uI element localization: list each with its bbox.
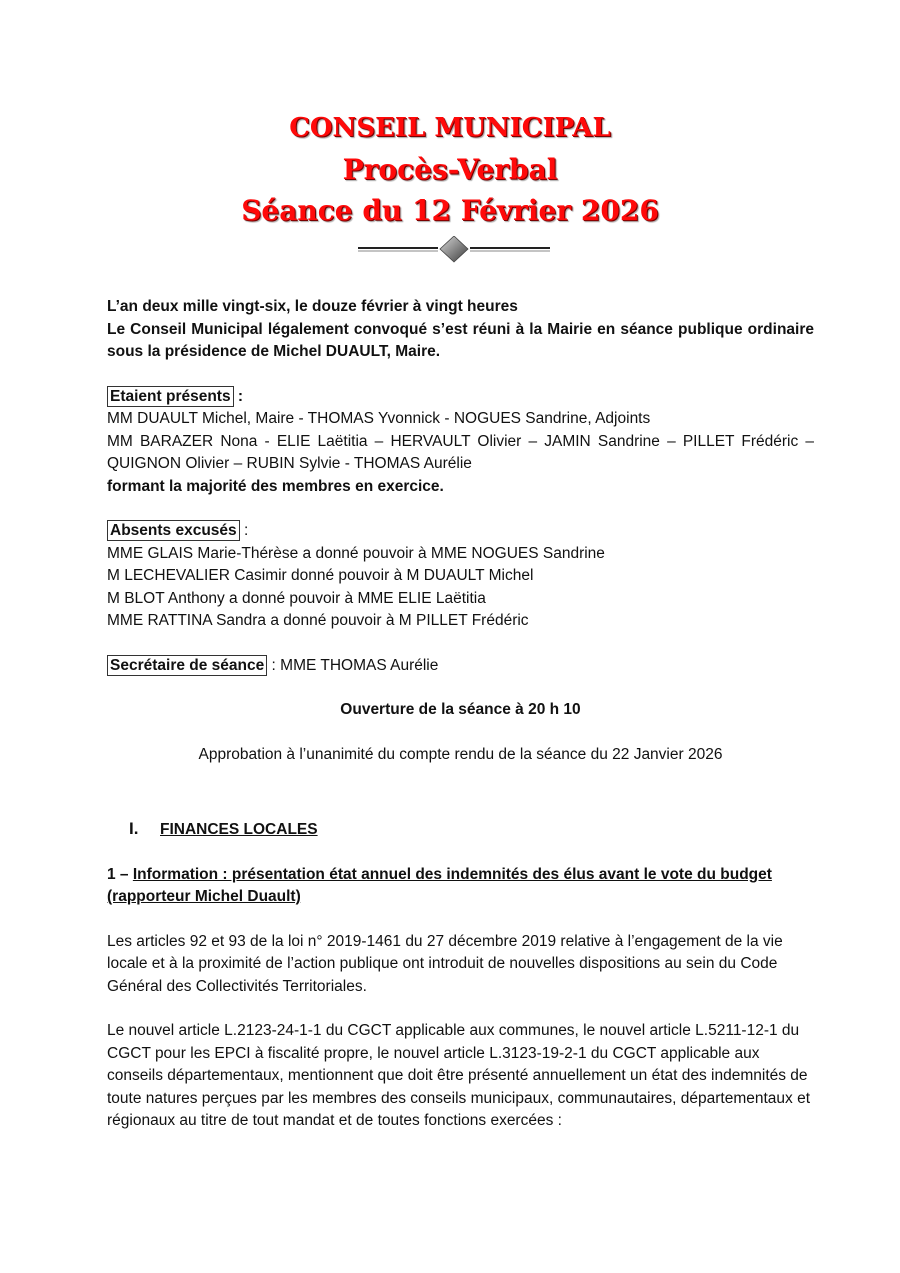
presents-colon: : [233,387,244,405]
title-council: CONSEIL MUNICIPAL [289,113,611,143]
presents-heading [107,386,814,409]
item-title: Information : présentation état annuel des indemnités des élus avant le vote du budget (rapporteur Michel Duault) [107,865,772,905]
secretary-label: Secrétaire de séance [107,655,267,676]
diamond-divider-icon [356,236,552,264]
paragraph-cgct-articles: Le nouvel article L.2123-24-1-1 du CGCT applicable aux communes, le nouvel article L.5211-12-1 du CGCT pour les EPCI à fiscalité propre, le nouvel article L.3123-19-2-1 du CGCT applicable aux conseils départementaux, mentionnent que doit être présenté annuellement un état des indemnités de toute natures perçues par les membres des conseils municipaux, communautaires, départementaux et régionaux au titre de tout mandat et de toutes fonctions exercées : [107,1022,811,1129]
secretary-value: : MME THOMAS Aurélie [267,656,439,674]
intro-date: L’an deux mille vingt-six, le douze février à vingt heures [107,298,518,315]
paragraph-law-articles: Les articles 92 et 93 de la loi n° 2019-1461 du 27 décembre 2019 relative à l’engagement de la vie locale et à la proximité de l’action publique ont introduit de nouvelles dispositions au sein du Code Général des Collectivités Territoriales. [107,932,783,995]
title-minutes: Procès-Verbal [342,153,558,186]
absent-item: MME RATTINA Sandra a donné pouvoir à M PILLET Frédéric [107,612,529,629]
presents-line-1: MM DUAULT Michel, Maire - THOMAS Yvonnick - NOGUES Sandrine, Adjoints [107,410,651,427]
absents-colon: : [239,522,249,539]
item-heading [107,864,814,909]
presents-label: Etaient présents [107,386,234,407]
section-title: FINANCES LOCALES [160,821,318,838]
section-numeral: I. [129,819,139,838]
presents-majority: formant la majorité des membres en exercice. [107,477,444,495]
absent-item: MME GLAIS Marie-Thérèse a donné pouvoir à MME NOGUES Sandrine [107,544,605,562]
absents-label: Absents excusés [107,520,240,541]
title-session-date: Séance du 12 Février 2026 [241,194,659,227]
absent-item: M LECHEVALIER Casimir donné pouvoir à M DUAULT Michel [107,567,534,584]
presents-line-2: MM BARAZER Nona - ELIE Laëtitia – HERVAULT Olivier – JAMIN Sandrine – PILLET Frédéric – QUIGNON Olivier – RUBIN Sylvie - THOMAS Aurélie [107,432,814,472]
item-prefix: 1 – [107,865,133,883]
secretary-line [107,655,814,678]
document-body [107,296,814,1133]
title-block [0,108,900,231]
section-heading [129,818,814,842]
opening-time: Ouverture de la séance à 20 h 10 [340,701,581,718]
absents-heading [107,520,814,543]
approval-text: Approbation à l’unanimité du compte rendu de la séance du 22 Janvier 2026 [198,745,723,763]
intro-convocation: Le Conseil Municipal légalement convoqué s’est réuni à la Mairie en séance publique ordinaire sous la présidence de Michel DUAULT, Maire. [107,320,814,360]
absent-item: M BLOT Anthony a donné pouvoir à MME ELIE Laëtitia [107,589,486,607]
